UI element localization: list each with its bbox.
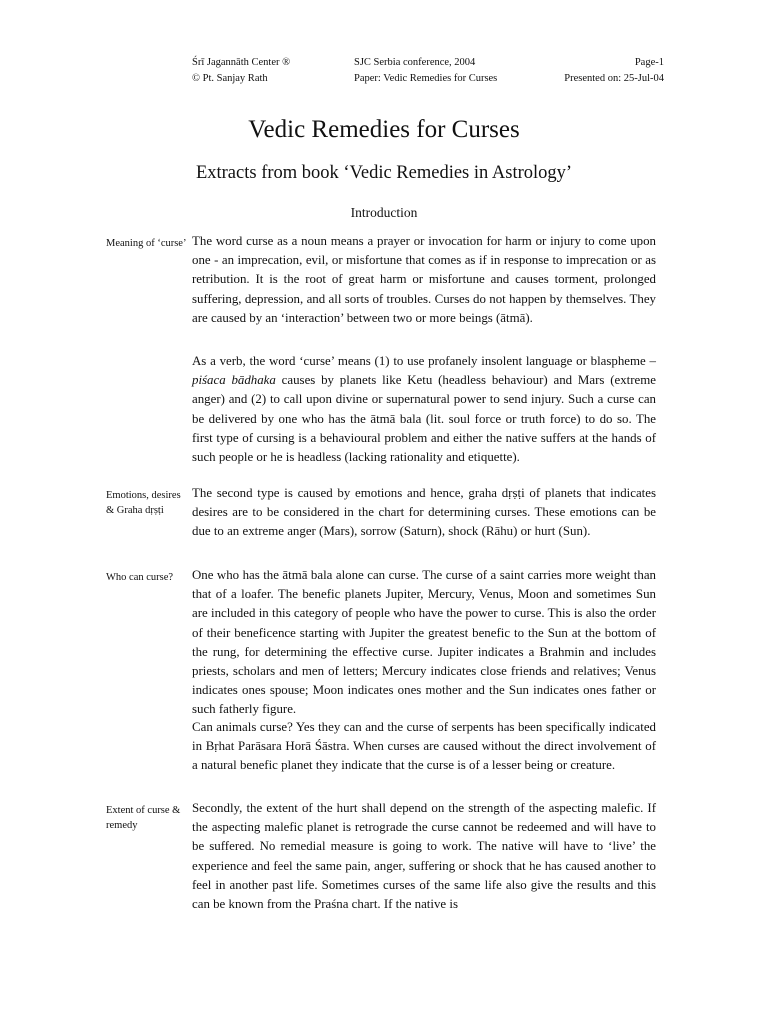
section-heading: Introduction bbox=[350, 205, 418, 220]
paragraph-animals: Can animals curse? Yes they can and the curse of serpents has been specifically indicated in Bṛhat Parāsara Horā Śāstra. When curses are caused without the direct involvement of a natural benefic planet they indicate that the curse is of a lesser being or creature. bbox=[192, 720, 656, 773]
sidenote-emotions: Emotions, desires & Graha dṛṣṭi bbox=[106, 490, 181, 516]
paragraph-emotions: The second type is caused by emotions and hence, graha dṛṣṭi of planets that indicates desires are to be considered in the chart for determining curses. These emotions can be due to an extreme anger (Mars), sorrow (Saturn), shock (Rāhu) or hurt (Sun). bbox=[192, 486, 656, 539]
header-left bbox=[192, 55, 290, 87]
header-middle bbox=[354, 55, 497, 87]
paragraph-meaning: The word curse as a noun means a prayer or invocation for harm or injury to come upon one - an imprecation, evil, or misfortune that comes as if in response to imprecation or as retribution. It is the root of great harm or misfortune and causes torment, prolonged suffering, depression, and all sorts of troubles. Curses do not happen by themselves. They are caused by an ‘interaction’ between two or more beings (ātmā). bbox=[192, 234, 656, 325]
paragraph-verb-part1: As a verb, the word ‘curse’ means (1) to use profanely insolent language or blaspheme – bbox=[192, 354, 656, 368]
paragraph-who-can-curse: One who has the ātmā bala alone can curse. The curse of a saint carries more weight than that of a loafer. The benefic planets Jupiter, Mercury, Venus, Moon and sometimes Sun are included in this category of people who have the power to curse. This is also the order of their beneficence starting with Jupiter the greatest benefic to the Sun at the bottom of the rung, for determining the effective curse. Jupiter indicates a Brahmin and includes priests, scholars and men of letters; Mercury indicates close friends and relatives; Venus indicates ones spouse; Moon indicates ones mother and the Sun indicates ones father or such fatherly figure. bbox=[192, 568, 656, 717]
header-page-number: Page-1 bbox=[634, 57, 664, 68]
sidenote-meaning: Meaning of ‘curse’ bbox=[106, 238, 187, 249]
header-center-name: Śrī Jagannāth Center ® bbox=[192, 57, 291, 68]
paragraph-extent: Secondly, the extent of the hurt shall depend on the strength of the aspecting malefic. If the aspecting malefic planet is retrograde the curse cannot be redeemed and will have to be suffered. No remedial measure is going to work. The native will have to ‘live’ the experience and feel the same pain, anger, suffering or shock that he has caused another to feel in another past life. Sometimes curses of the same life also give the results and this can be known from the Praśna chart. If the native is bbox=[192, 801, 656, 912]
page-subtitle: Extracts from book ‘Vedic Remedies in Astrology’ bbox=[195, 163, 573, 183]
paragraph-verb-term: piśaca bādhaka bbox=[192, 373, 276, 388]
paragraph-verb bbox=[192, 352, 656, 467]
header-right bbox=[564, 55, 664, 87]
header-paper: Paper: Vedic Remedies for Curses bbox=[354, 73, 498, 84]
page-title: Vedic Remedies for Curses bbox=[248, 116, 520, 143]
paragraph-verb-part2: causes by planets like Ketu (headless behaviour) and Mars (extreme anger) and (2) to call upon divine or supernatural power to send injury. Such a curse can be delivered by one who has the ātmā bala (lit. soul force or truth force) to do so. The first type of cursing is a behavioural problem and either the native suffers at the hands of such people or he is headless (lacking rationality and etiquette). bbox=[192, 373, 656, 465]
header-conference: SJC Serbia conference, 2004 bbox=[354, 57, 476, 68]
sidenote-extent: Extent of curse & remedy bbox=[106, 805, 181, 831]
header-presented-date: Presented on: 25-Jul-04 bbox=[564, 73, 664, 84]
header-author: © Pt. Sanjay Rath bbox=[192, 73, 268, 84]
sidenote-who-can-curse: Who can curse? bbox=[106, 572, 174, 583]
